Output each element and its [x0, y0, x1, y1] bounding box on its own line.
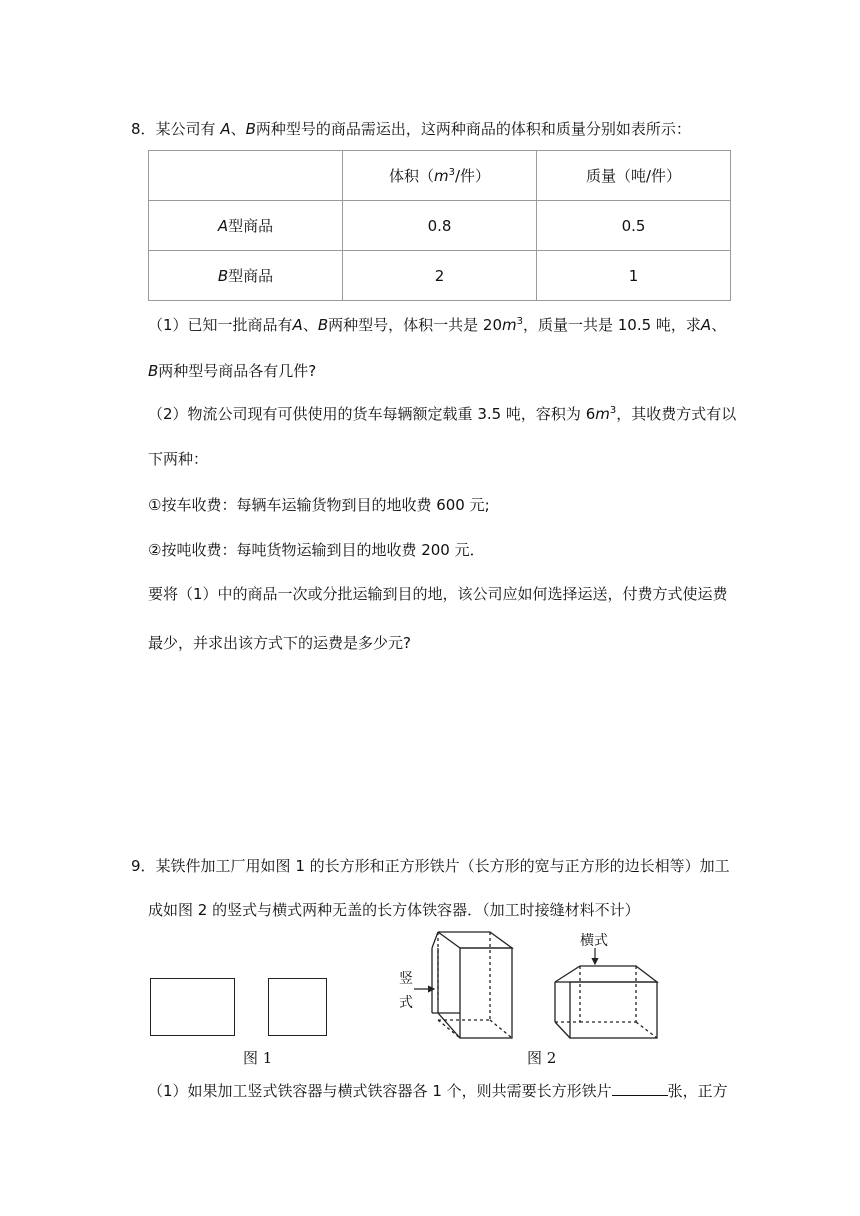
- q9-stem-line1: 9．某铁件加工厂用如图 1 的长方形和正方形铁片（长方形的宽与正方形的边长相等）加工: [131, 857, 730, 875]
- q8-number: 8．: [131, 120, 156, 138]
- table-cell-volume: 2: [343, 251, 537, 301]
- table-header-row: [149, 151, 731, 201]
- table-cell-mass: 1: [537, 251, 731, 301]
- table-row: [149, 251, 731, 301]
- table-row-label: B型商品: [149, 251, 343, 301]
- fig1-caption: 图 1: [243, 1049, 273, 1067]
- q8-stem-text: 某公司有: [155, 120, 216, 138]
- label-vertical-1: 竖: [399, 971, 413, 987]
- table-header-mass: 质量（吨/件）: [537, 151, 731, 201]
- horizontal-container: [555, 966, 657, 1038]
- var-a: A: [220, 120, 231, 138]
- fig1-square: [268, 978, 327, 1036]
- q8-part1-line2: B两种型号商品各有几件?: [148, 362, 317, 380]
- fig2-caption: 图 2: [527, 1049, 557, 1067]
- q9-stem-line2: 成如图 2 的竖式与横式两种无盖的长方体铁容器．（加工时接缝材料不计）: [148, 901, 640, 919]
- q8-part2-line1: （2）物流公司现有可供使用的货车每辆额定载重 3.5 吨，容积为 $6m^3$，其收费方式有以: [148, 405, 737, 423]
- table-cell-volume: 0.8: [343, 201, 537, 251]
- q8-ask-line2: 最少，并求出该方式下的运费是多少元?: [148, 634, 411, 652]
- answer-blank[interactable]: [612, 1081, 668, 1096]
- fig1-rectangle: [150, 978, 235, 1036]
- table-row-label: A型商品: [149, 201, 343, 251]
- table-cell-mass: 0.5: [537, 201, 731, 251]
- q8-stem-sep: 、: [230, 120, 246, 138]
- vertical-container: [432, 932, 512, 1038]
- label-vertical-2: 式: [399, 995, 413, 1011]
- table-header-volume: 体积（$m^3/$件）: [343, 151, 537, 201]
- q8-ask-line1: 要将（1）中的商品一次或分批运输到目的地，该公司应如何选择运送，付费方式使运费: [148, 585, 728, 603]
- table-cell-empty: [149, 151, 343, 201]
- table-row: [149, 201, 731, 251]
- q8-option2: ②按吨收费：每吨货物运输到目的地收费 200 元．: [148, 541, 485, 559]
- q8-stem: [131, 118, 691, 139]
- q9-part1: （1）如果加工竖式铁容器与横式铁容器各 1 个，则共需要长方形铁片 张，正方: [148, 1082, 728, 1100]
- q8-part1-line1: （1）已知一批商品有A、B两种型号，体积一共是 $20m^3$，质量一共是 10.5 吨，求A、: [148, 316, 727, 334]
- q8-part2-line2: 下两种：: [148, 450, 209, 468]
- goods-table: [148, 150, 731, 301]
- q8-option1: ①按车收费：每辆车运输货物到目的地收费 600 元;: [148, 496, 490, 514]
- var-b: B: [245, 120, 256, 138]
- q8-stem-text-2: 两种型号的商品需运出，这两种商品的体积和质量分别如表所示：: [255, 120, 691, 138]
- q9-number: 9．: [131, 857, 156, 875]
- label-horizontal: 横式: [580, 933, 608, 949]
